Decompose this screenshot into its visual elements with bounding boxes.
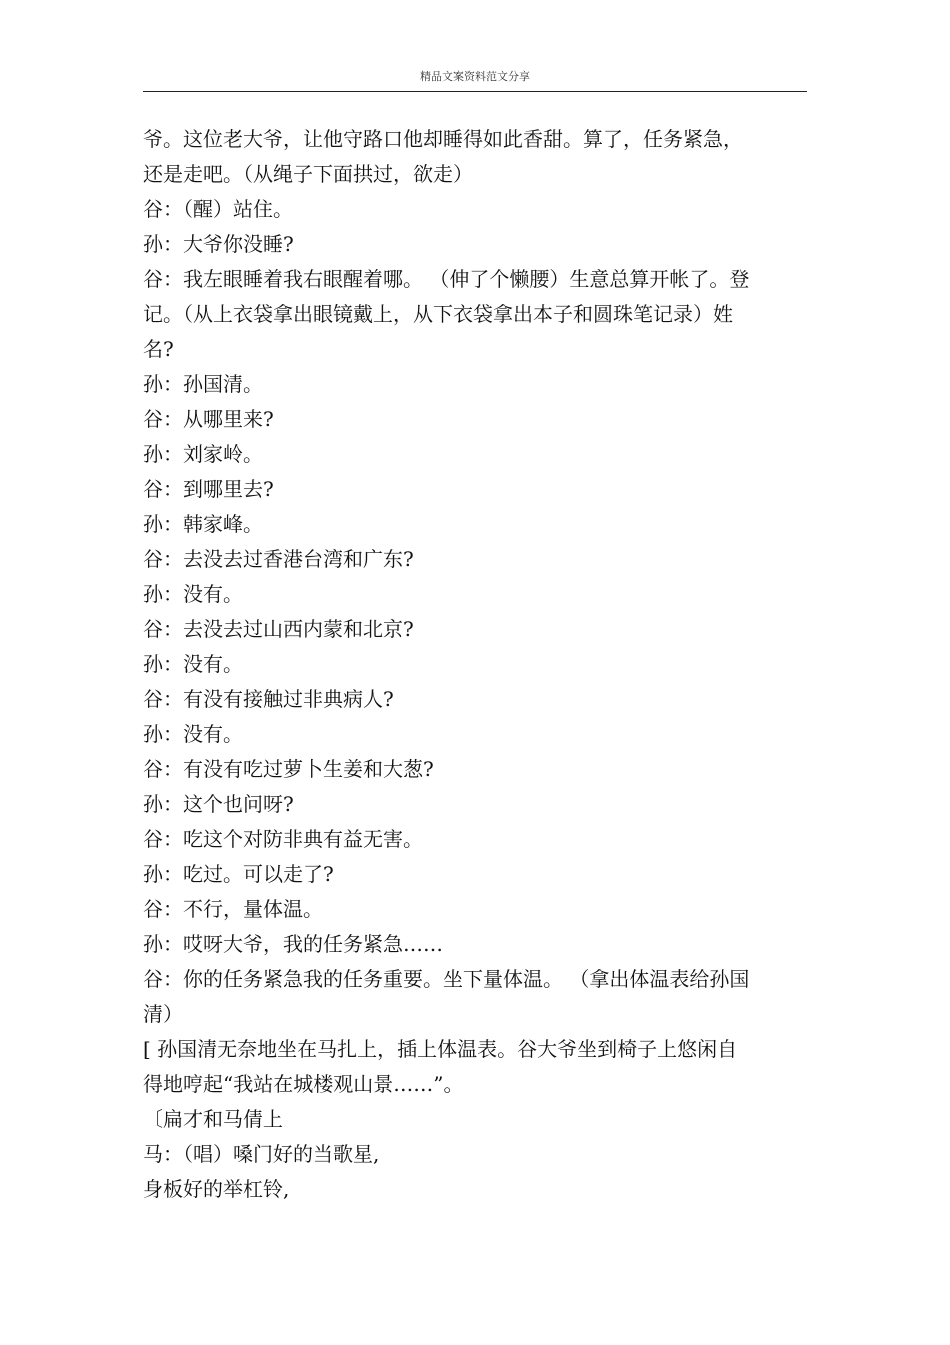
text-line: 马：（唱）嗓门好的当歌星, [143, 1142, 380, 1166]
text-line: 谷：有没有吃过萝卜生姜和大葱? [143, 757, 434, 781]
text-line: 谷：从哪里来? [143, 407, 274, 431]
header-divider [143, 91, 807, 92]
text-line: 孙：大爷你没睡? [143, 232, 294, 256]
text-line: [ 孙国清无奈地坐在马扎上，插上体温表。谷大爷坐到椅子上悠闲自 [143, 1037, 738, 1061]
text-line: 孙：没有。 [143, 582, 243, 606]
text-line: 爷。这位老大爷，让他守路口他却睡得如此香甜。算了，任务紧急， [143, 127, 743, 151]
text-line: 孙：韩家峰。 [143, 512, 263, 536]
text-line: 孙：孙国清。 [143, 372, 263, 396]
text-line: 谷：吃这个对防非典有益无害。 [143, 827, 423, 851]
text-line: 孙：没有。 [143, 652, 243, 676]
text-line: 谷：有没有接触过非典病人? [143, 687, 394, 711]
text-line: 孙：这个也问呀? [143, 792, 294, 816]
text-line: 得地哼起“我站在城楼观山景……”。 [143, 1072, 464, 1096]
text-line: 清） [143, 1002, 183, 1026]
text-line: 谷：不行，量体温。 [143, 897, 323, 921]
text-line: 身板好的举杠铃, [143, 1177, 290, 1201]
text-line: 谷：去没去过香港台湾和广东? [143, 547, 414, 571]
text-line: 孙：哎呀大爷，我的任务紧急…… [143, 932, 443, 956]
text-line: 记。（从上衣袋拿出眼镜戴上，从下衣袋拿出本子和圆珠笔记录）姓 [143, 302, 733, 326]
text-line: 谷：去没去过山西内蒙和北京? [143, 617, 414, 641]
text-line: 谷：你的任务紧急我的任务重要。坐下量体温。 （拿出体温表给孙国 [143, 967, 750, 991]
text-line: 谷：（醒）站住。 [143, 197, 293, 221]
page-header: 精品文案资料范文分享 [420, 70, 530, 83]
script-body [143, 122, 808, 1207]
text-line: 谷：到哪里去? [143, 477, 274, 501]
text-line: 还是走吧。（从绳子下面拱过，欲走） [143, 162, 473, 186]
text-line: 名? [143, 337, 174, 361]
text-line: 孙：没有。 [143, 722, 243, 746]
text-line: 谷：我左眼睡着我右眼醒着哪。 （伸了个懒腰）生意总算开帐了。登 [143, 267, 750, 291]
text-line: 孙：刘家岭。 [143, 442, 263, 466]
text-line: 孙：吃过。可以走了? [143, 862, 334, 886]
text-line: 〔扁才和马倩上 [143, 1107, 283, 1131]
